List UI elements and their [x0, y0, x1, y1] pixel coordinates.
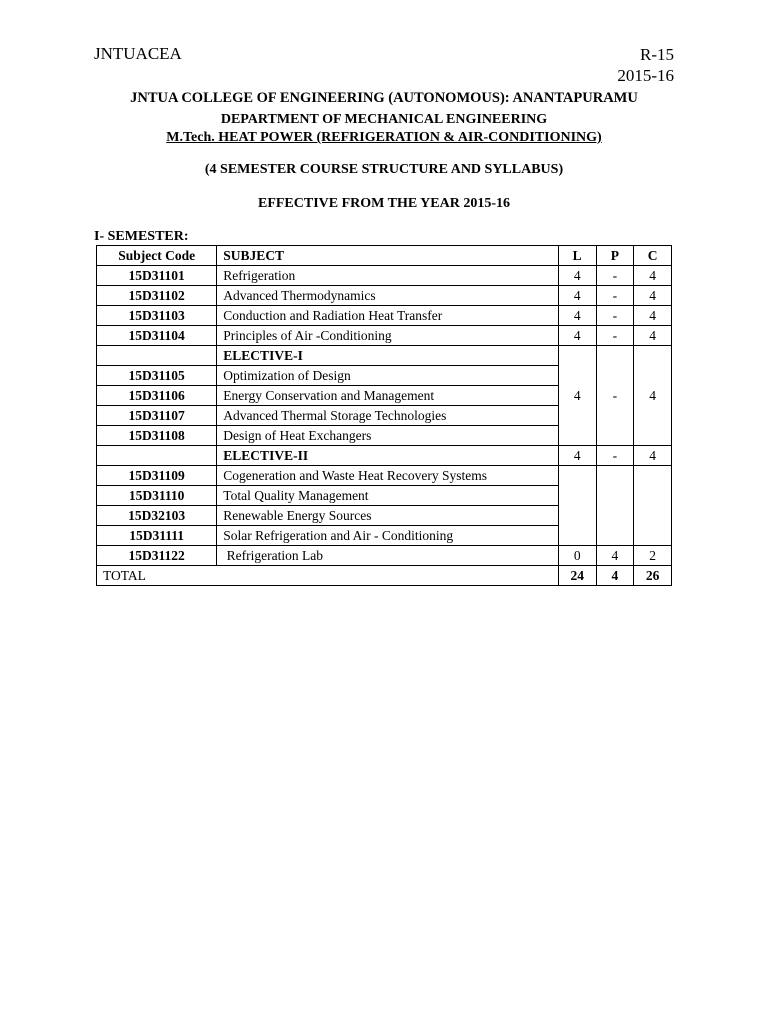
college-title: JNTUA COLLEGE OF ENGINEERING (AUTONOMOUS): ANANTAPURAMU — [130, 90, 638, 106]
subject-code: 15D32103 — [97, 506, 217, 526]
credits: 4 — [634, 346, 672, 446]
regulation-code: R-15 — [640, 45, 674, 64]
subject-code: 15D31110 — [97, 486, 217, 506]
subject-name: Total Quality Management — [217, 486, 559, 506]
department-title: DEPARTMENT OF MECHANICAL ENGINEERING — [220, 112, 548, 127]
credits: 2 — [634, 546, 672, 566]
empty-c-cell — [634, 466, 672, 546]
header-right-block — [617, 44, 674, 86]
subject-code: 15D31109 — [97, 466, 217, 486]
lecture-hours: 4 — [558, 346, 596, 446]
col-subject-code: Subject Code — [97, 246, 217, 266]
subject-code: 15D31103 — [97, 306, 217, 326]
course-structure-table — [96, 245, 672, 586]
header-left-code: JNTUACEA — [94, 44, 182, 63]
practical-hours: - — [596, 306, 634, 326]
practical-hours: - — [596, 286, 634, 306]
lecture-hours: 4 — [558, 306, 596, 326]
lecture-hours: 4 — [558, 266, 596, 286]
total-row — [97, 566, 672, 586]
subject-name: Advanced Thermodynamics — [217, 286, 559, 306]
subject-code: 15D31102 — [97, 286, 217, 306]
semester-label: I- SEMESTER: — [94, 229, 189, 244]
empty-p-cell — [596, 466, 634, 546]
practical-hours: 4 — [596, 546, 634, 566]
effective-title: EFFECTIVE FROM THE YEAR 2015-16 — [257, 196, 510, 211]
elective-header-row — [97, 446, 672, 466]
subject-name: Refrigeration — [217, 266, 559, 286]
col-subject: SUBJECT — [217, 246, 559, 266]
lecture-hours: 4 — [558, 286, 596, 306]
subject-code: 15D31104 — [97, 326, 217, 346]
lecture-hours: 4 — [558, 326, 596, 346]
subject-name: Advanced Thermal Storage Technologies — [217, 406, 559, 426]
subject-name: Cogeneration and Waste Heat Recovery Systems — [217, 466, 559, 486]
subject-name: Optimization of Design — [217, 366, 559, 386]
subject-name: Refrigeration Lab — [217, 546, 559, 566]
subject-name: Conduction and Radiation Heat Transfer — [217, 306, 559, 326]
table-row — [97, 326, 672, 346]
academic-year: 2015-16 — [617, 66, 674, 85]
practical-hours: - — [596, 446, 634, 466]
total-lecture-hours: 24 — [558, 566, 596, 586]
credits: 4 — [634, 266, 672, 286]
table-row — [97, 266, 672, 286]
total-label: TOTAL — [97, 566, 559, 586]
subject-code: 15D31108 — [97, 426, 217, 446]
subject-code: 15D31111 — [97, 526, 217, 546]
empty-code-cell — [97, 346, 217, 366]
subject-code: 15D31101 — [97, 266, 217, 286]
total-practical-hours: 4 — [596, 566, 634, 586]
table-row — [97, 466, 672, 486]
empty-code-cell — [97, 446, 217, 466]
col-l: L — [558, 246, 596, 266]
subject-code: 15D31106 — [97, 386, 217, 406]
table-row — [97, 546, 672, 566]
col-c: C — [634, 246, 672, 266]
subject-code: 15D31105 — [97, 366, 217, 386]
practical-hours: - — [596, 346, 634, 446]
credits: 4 — [634, 306, 672, 326]
table-row — [97, 306, 672, 326]
structure-title: (4 SEMESTER COURSE STRUCTURE AND SYLLABUS) — [204, 162, 564, 177]
elective-header-row — [97, 346, 672, 366]
subject-code: 15D31107 — [97, 406, 217, 426]
subject-name: Renewable Energy Sources — [217, 506, 559, 526]
subject-name: Solar Refrigeration and Air - Conditioning — [217, 526, 559, 546]
elective-1-title: ELECTIVE-I — [217, 346, 559, 366]
credits: 4 — [634, 446, 672, 466]
lecture-hours: 4 — [558, 446, 596, 466]
credits: 4 — [634, 286, 672, 306]
lecture-hours: 0 — [558, 546, 596, 566]
practical-hours: - — [596, 326, 634, 346]
practical-hours: - — [596, 266, 634, 286]
credits: 4 — [634, 326, 672, 346]
subject-name: Design of Heat Exchangers — [217, 426, 559, 446]
subject-name: Energy Conservation and Management — [217, 386, 559, 406]
subject-name: Principles of Air -Conditioning — [217, 326, 559, 346]
elective-2-title: ELECTIVE-II — [217, 446, 559, 466]
col-p: P — [596, 246, 634, 266]
table-row — [97, 286, 672, 306]
total-credits: 26 — [634, 566, 672, 586]
table-header-row — [97, 246, 672, 266]
program-title: M.Tech. HEAT POWER (REFRIGERATION & AIR-CONDITIONING) — [166, 130, 602, 145]
empty-l-cell — [558, 466, 596, 546]
subject-code: 15D31122 — [97, 546, 217, 566]
